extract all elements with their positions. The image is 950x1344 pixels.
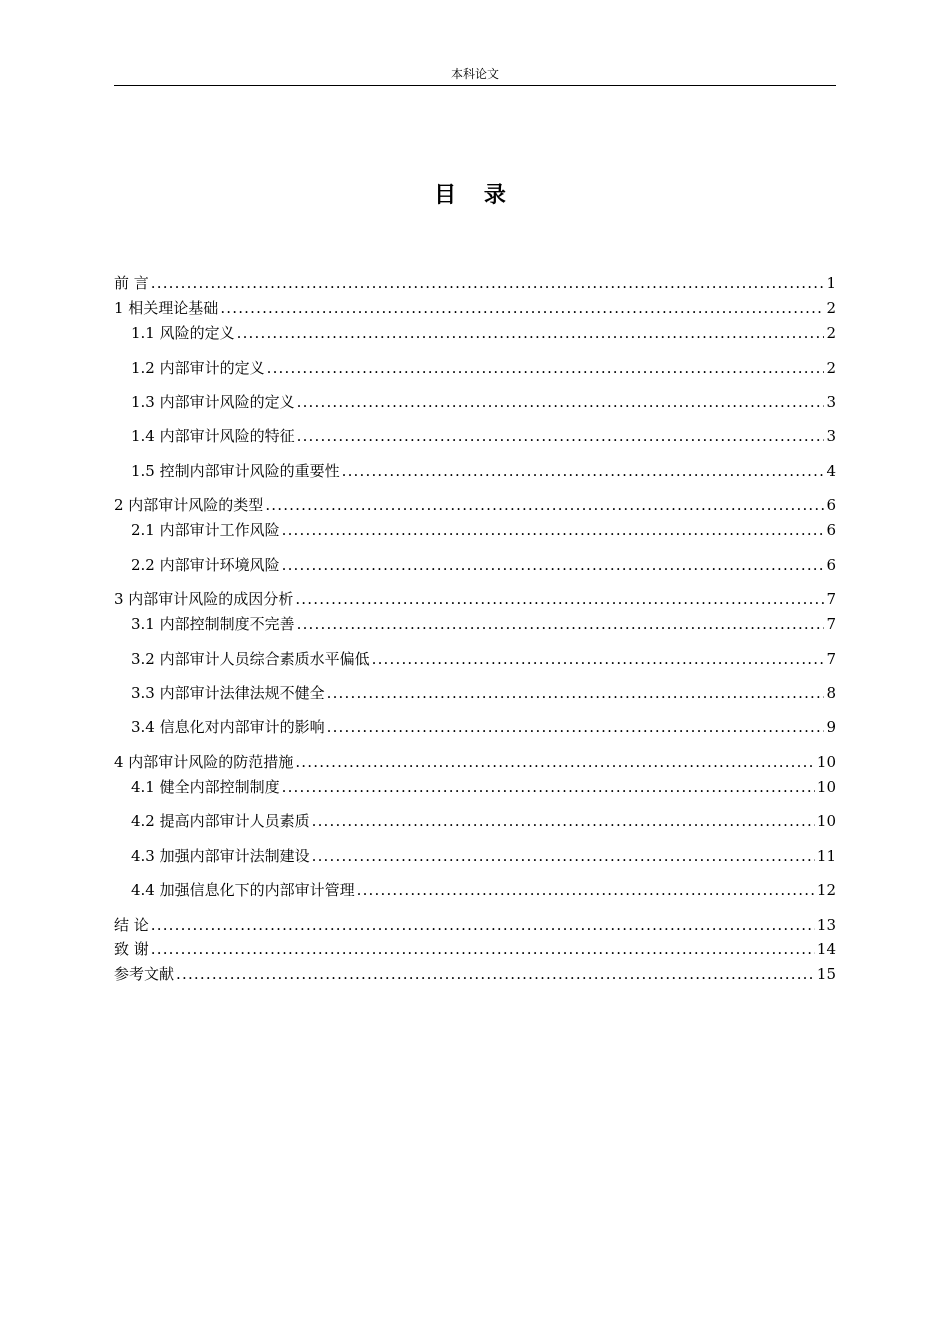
toc-entry-page-number: 3 <box>826 427 836 445</box>
toc-entry-label: 4.4 加强信息化下的内部审计管理 <box>131 881 355 899</box>
toc-entry-page-number: 7 <box>826 650 836 668</box>
toc-entry[interactable] <box>114 272 836 294</box>
toc-entry-page-number: 9 <box>826 718 836 736</box>
toc-entry-label: 4 内部审计风险的防范措施 <box>114 753 294 771</box>
toc-entry-page-number: 1 <box>826 274 836 292</box>
toc-leader-dots <box>312 810 815 832</box>
toc-entry-page-number: 8 <box>826 684 836 702</box>
toc-leader-dots <box>220 297 824 319</box>
toc-entry-label: 前 言 <box>114 274 149 292</box>
toc-leader-dots <box>151 272 825 294</box>
toc-entry[interactable] <box>114 391 836 413</box>
toc-leader-dots <box>312 845 815 867</box>
toc-entry-page-number: 3 <box>826 393 836 411</box>
toc-entry[interactable] <box>114 494 836 516</box>
toc-leader-dots <box>267 357 825 379</box>
toc-leader-dots <box>327 682 825 704</box>
toc-entry-label: 3.2 内部审计人员综合素质水平偏低 <box>131 650 370 668</box>
toc-entry-page-number: 10 <box>816 753 836 771</box>
toc-entry-label: 参考文献 <box>114 965 175 983</box>
toc-entry[interactable] <box>114 776 836 798</box>
toc-entry-page-number: 10 <box>816 812 836 830</box>
toc-entry[interactable] <box>114 613 836 635</box>
toc-entry[interactable] <box>114 879 836 901</box>
toc-entry-page-number: 14 <box>816 940 836 958</box>
toc-entry-page-number: 7 <box>826 590 836 608</box>
toc-entry-label: 1.3 内部审计风险的定义 <box>131 393 295 411</box>
toc-leader-dots <box>327 716 825 738</box>
toc-leader-dots <box>295 751 815 773</box>
toc-leader-dots <box>297 391 825 413</box>
toc-entry-label: 1 相关理论基础 <box>114 299 219 317</box>
toc-entry-label: 3.1 内部控制制度不完善 <box>131 615 295 633</box>
toc-leader-dots <box>151 914 815 936</box>
header-rule <box>114 85 836 86</box>
toc-entry[interactable] <box>114 648 836 670</box>
toc-entry-label: 结 论 <box>114 916 149 934</box>
page-title: 目 录 <box>434 182 516 208</box>
toc-entry[interactable] <box>114 682 836 704</box>
toc-entry-page-number: 13 <box>816 916 836 934</box>
toc-entry-label: 3.3 内部审计法律法规不健全 <box>131 684 325 702</box>
toc-leader-dots <box>282 776 815 798</box>
toc-entry[interactable] <box>114 751 836 773</box>
toc-entry-label: 4.1 健全内部控制制度 <box>131 778 280 796</box>
toc-entry-page-number: 15 <box>816 965 836 983</box>
toc-entry[interactable] <box>114 357 836 379</box>
toc-leader-dots <box>295 588 824 610</box>
toc-entry-label: 3.4 信息化对内部审计的影响 <box>131 718 325 736</box>
toc-leader-dots <box>237 322 825 344</box>
toc-entry-page-number: 2 <box>826 359 836 377</box>
toc-entry[interactable] <box>114 322 836 344</box>
running-header: 本科论文 <box>450 67 499 81</box>
toc-leader-dots <box>297 613 825 635</box>
toc-entry-page-number: 2 <box>826 324 836 342</box>
toc-entry-label: 1.5 控制内部审计风险的重要性 <box>131 462 340 480</box>
toc-entry-label: 1.2 内部审计的定义 <box>131 359 265 377</box>
toc-entry-page-number: 4 <box>826 462 836 480</box>
toc-entry[interactable] <box>114 554 836 576</box>
toc-leader-dots <box>342 460 825 482</box>
toc-entry-page-number: 12 <box>816 881 836 899</box>
toc-entry[interactable] <box>114 425 836 447</box>
toc-entry-page-number: 6 <box>826 521 836 539</box>
toc-entry[interactable] <box>114 519 836 541</box>
toc-entry[interactable] <box>114 460 836 482</box>
toc-entry-label: 4.2 提高内部审计人员素质 <box>131 812 310 830</box>
toc-entry-page-number: 7 <box>826 615 836 633</box>
toc-leader-dots <box>265 494 824 516</box>
toc-entry[interactable] <box>114 845 836 867</box>
toc-entry[interactable] <box>114 716 836 738</box>
toc-leader-dots <box>372 648 825 670</box>
toc-entry-label: 1.1 风险的定义 <box>131 324 235 342</box>
toc-entry[interactable] <box>114 938 836 960</box>
toc-leader-dots <box>297 425 825 447</box>
toc-leader-dots <box>357 879 815 901</box>
toc-entry[interactable] <box>114 297 836 319</box>
toc-leader-dots <box>282 519 825 541</box>
toc-entry-page-number: 2 <box>826 299 836 317</box>
toc-entry[interactable] <box>114 963 836 985</box>
toc-entry-label: 致 谢 <box>114 940 149 958</box>
toc-leader-dots <box>176 963 815 985</box>
toc-entry-label: 2.2 内部审计环境风险 <box>131 556 280 574</box>
toc-entry-label: 2.1 内部审计工作风险 <box>131 521 280 539</box>
toc-entry-label: 1.4 内部审计风险的特征 <box>131 427 295 445</box>
toc-entry-page-number: 10 <box>816 778 836 796</box>
toc-entry-label: 2 内部审计风险的类型 <box>114 496 264 514</box>
toc-entry-label: 4.3 加强内部审计法制建设 <box>131 847 310 865</box>
toc-entry-page-number: 11 <box>816 847 836 865</box>
toc-entry[interactable] <box>114 588 836 610</box>
toc-leader-dots <box>282 554 825 576</box>
toc-entry-page-number: 6 <box>826 556 836 574</box>
toc-entry-page-number: 6 <box>826 496 836 514</box>
toc-entry[interactable] <box>114 914 836 936</box>
toc-leader-dots <box>151 938 815 960</box>
toc-entry-label: 3 内部审计风险的成因分析 <box>114 590 294 608</box>
toc-entry[interactable] <box>114 810 836 832</box>
